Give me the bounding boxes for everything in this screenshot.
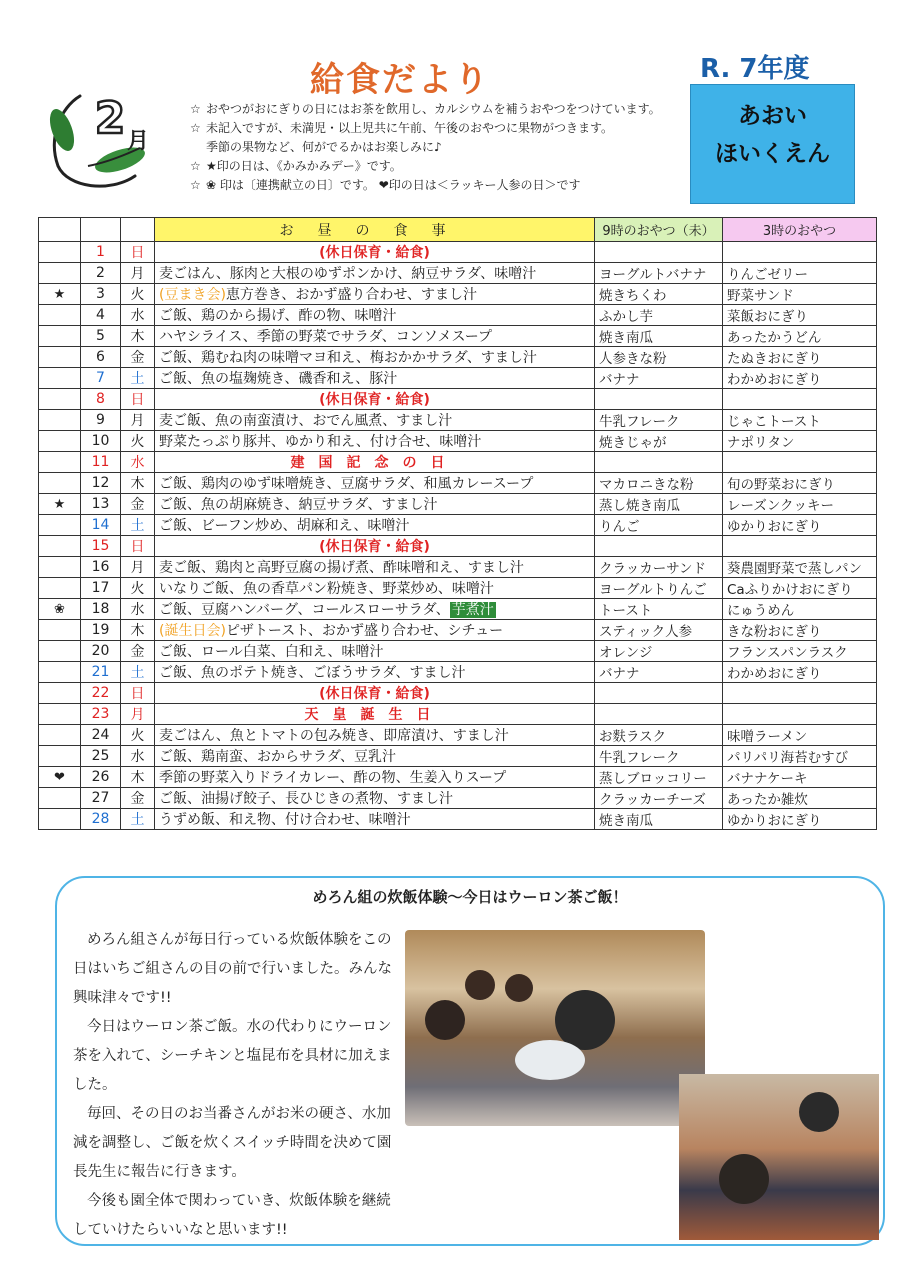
menu-row <box>39 725 877 746</box>
menu-row <box>39 557 877 578</box>
pm-snack-cell: フランスパンラスク <box>723 641 877 662</box>
pm-snack-cell: あったかうどん <box>723 326 877 347</box>
date-cell: 11 <box>81 452 121 473</box>
fiscal-year: R. 7年度 <box>700 54 810 84</box>
weekday-cell: 金 <box>121 494 155 515</box>
weekday-cell: 金 <box>121 788 155 809</box>
star-bullet-icon: ☆ <box>190 102 201 116</box>
star-bullet-icon: ☆ <box>190 121 201 135</box>
weekday-cell: 水 <box>121 746 155 767</box>
rice-cooking-photo <box>405 930 705 1126</box>
lunch-cell <box>155 578 595 599</box>
weekday-cell: 土 <box>121 662 155 683</box>
am-snack-cell: 焼き南瓜 <box>595 326 723 347</box>
date-cell: 7 <box>81 368 121 389</box>
am-snack-cell: 人参きな粉 <box>595 347 723 368</box>
menu-row <box>39 389 877 410</box>
am-snack-header: 9時のおやつ（未） <box>595 218 723 242</box>
star-bullet-icon: ☆ <box>190 178 201 192</box>
pm-snack-cell: にゅうめん <box>723 599 877 620</box>
note-text: ❀ 印は〔連携献立の日〕です。 ❤印の日は＜ラッキー人参の日＞です <box>206 178 581 192</box>
menu-row <box>39 788 877 809</box>
am-snack-cell: 蒸し焼き南瓜 <box>595 494 723 515</box>
am-snack-cell: スティック人参 <box>595 620 723 641</box>
pm-snack-cell: Caふりかけおにぎり <box>723 578 877 599</box>
school-name-box <box>690 84 855 204</box>
day-mark-icon <box>39 578 81 599</box>
am-snack-cell: りんご <box>595 515 723 536</box>
am-snack-cell <box>595 242 723 263</box>
lunch-text: ご飯、ビーフン炒め、胡麻和え、味噌汁 <box>159 518 410 534</box>
article-box <box>55 876 885 1246</box>
pm-snack-cell: ゆかりおにぎり <box>723 515 877 536</box>
date-cell: 2 <box>81 263 121 284</box>
pm-snack-cell: わかめおにぎり <box>723 662 877 683</box>
note-line <box>190 100 690 119</box>
date-cell: 4 <box>81 305 121 326</box>
weekday-cell: 月 <box>121 557 155 578</box>
article-paragraph: 今後も園全体で関わっていき、炊飯体験を継続していけたらいいなと思います!! <box>73 1193 391 1238</box>
day-mark-icon <box>39 368 81 389</box>
date-cell: 15 <box>81 536 121 557</box>
lunch-text: 恵方巻き、おかず盛り合わせ、すまし汁 <box>225 287 477 303</box>
day-mark-icon <box>39 662 81 683</box>
date-cell: 25 <box>81 746 121 767</box>
am-snack-cell: クラッカーサンド <box>595 557 723 578</box>
am-snack-cell: バナナ <box>595 368 723 389</box>
weekday-cell: 日 <box>121 242 155 263</box>
month-suffix: 月 <box>126 129 150 154</box>
article-paragraph: めろん組さんが毎日行っている炊飯体験をこの日はいちご組さんの目の前で行いました。みんな興味津々です!! <box>73 932 392 1006</box>
am-snack-cell: ヨーグルトバナナ <box>595 263 723 284</box>
am-snack-cell <box>595 704 723 725</box>
menu-row <box>39 515 877 536</box>
lunch-text: いなりご飯、魚の香草パン粉焼き、野菜炒め、味噌汁 <box>159 581 494 597</box>
note-text: ★印の日は、《かみかみデー》です。 <box>206 159 402 173</box>
highlighted-dish: 芋煮汁 <box>451 602 494 618</box>
date-cell: 10 <box>81 431 121 452</box>
lunch-cell <box>155 725 595 746</box>
pm-snack-cell <box>723 389 877 410</box>
menu-row <box>39 578 877 599</box>
am-snack-cell: クラッカーチーズ <box>595 788 723 809</box>
date-cell: 8 <box>81 389 121 410</box>
menu-row <box>39 746 877 767</box>
lunch-text: 麦ご飯、鶏肉と高野豆腐の揚げ煮、酢味噌和え、すまし汁 <box>159 560 524 576</box>
menu-row <box>39 704 877 725</box>
lunch-cell <box>155 767 595 788</box>
day-mark-icon <box>39 326 81 347</box>
weekday-cell: 木 <box>121 326 155 347</box>
day-mark-icon <box>39 473 81 494</box>
notes <box>190 100 690 195</box>
am-snack-cell <box>595 452 723 473</box>
note-text: 季節の果物など、何がでるかはお楽しみに♪ <box>206 140 442 154</box>
lunch-cell <box>155 494 595 515</box>
pm-snack-cell: 野菜サンド <box>723 284 877 305</box>
lunch-cell <box>155 368 595 389</box>
lunch-cell <box>155 557 595 578</box>
menu-row <box>39 347 877 368</box>
day-mark-icon <box>39 263 81 284</box>
lunch-text: ご飯、鶏南蛮、おからサラダ、豆乳汁 <box>159 749 397 765</box>
school-name-line1: あおい <box>738 103 807 129</box>
pm-snack-cell: たぬきおにぎり <box>723 347 877 368</box>
lunch-text: ハヤシライス、季節の野菜でサラダ、コンソメスープ <box>159 329 493 345</box>
weekday-cell: 金 <box>121 347 155 368</box>
day-mark-icon <box>39 431 81 452</box>
lunch-cell <box>155 662 595 683</box>
weekday-cell: 土 <box>121 809 155 830</box>
pm-snack-cell: レーズンクッキー <box>723 494 877 515</box>
pm-snack-cell: ゆかりおにぎり <box>723 809 877 830</box>
lunch-text: ご飯、魚のポテト焼き、ごぼうサラダ、すまし汁 <box>159 665 466 681</box>
lunch-text: 野菜たっぷり豚丼、ゆかり和え、付け合せ、味噌汁 <box>159 434 482 450</box>
lunch-cell <box>155 410 595 431</box>
article-paragraph: 毎回、その日のお当番さんがお米の硬さ、水加減を調整し、ご飯を炊くスイッチ時間を決めて園長先生に報告に行きます。 <box>73 1106 392 1180</box>
lunch-cell <box>155 746 595 767</box>
lunch-text: 季節の野菜入りドライカレー、酢の物、生姜入りスープ <box>159 770 507 786</box>
holiday-cell: 天皇誕生日 <box>155 704 595 725</box>
date-cell: 6 <box>81 347 121 368</box>
pm-snack-cell: 旬の野菜おにぎり <box>723 473 877 494</box>
menu-row <box>39 599 877 620</box>
am-snack-cell: ヨーグルトりんご <box>595 578 723 599</box>
lunch-text: ご飯、油揚げ餃子、長ひじきの煮物、すまし汁 <box>159 791 453 807</box>
am-snack-cell <box>595 389 723 410</box>
weekday-cell: 月 <box>121 410 155 431</box>
day-mark-icon <box>39 305 81 326</box>
weekday-cell: 火 <box>121 431 155 452</box>
date-cell: 17 <box>81 578 121 599</box>
date-cell: 16 <box>81 557 121 578</box>
holiday-cell: 建国記念の日 <box>155 452 595 473</box>
weekday-cell: 月 <box>121 263 155 284</box>
pm-snack-cell: りんごゼリー <box>723 263 877 284</box>
article-title: めろん組の炊飯体験～今日はウーロン茶ご飯！ <box>312 888 628 906</box>
lunch-text: ご飯、魚の塩麹焼き、磯香和え、豚汁 <box>159 371 398 387</box>
menu-row <box>39 536 877 557</box>
day-mark-icon: ★ <box>39 284 81 305</box>
weekday-cell: 火 <box>121 578 155 599</box>
lunch-cell <box>155 326 595 347</box>
pm-snack-header: 3時のおやつ <box>723 218 877 242</box>
date-cell: 27 <box>81 788 121 809</box>
menu-row <box>39 305 877 326</box>
lunch-text: ご飯、鶏肉のゆず味噌焼き、豆腐サラダ、和風カレースープ <box>159 476 534 492</box>
note-line <box>190 176 690 195</box>
lunch-cell <box>155 347 595 368</box>
day-mark-icon <box>39 683 81 704</box>
lunch-cell <box>155 620 595 641</box>
note-text: 未記入ですが、未満児・以上児共に午前、午後のおやつに果物がつきます。 <box>206 121 614 135</box>
weekday-cell: 火 <box>121 725 155 746</box>
am-snack-cell: 焼き南瓜 <box>595 809 723 830</box>
date-cell: 26 <box>81 767 121 788</box>
weekday-cell: 木 <box>121 473 155 494</box>
day-mark-icon: ★ <box>39 494 81 515</box>
month-number: 2 <box>94 93 126 144</box>
day-mark-icon <box>39 725 81 746</box>
lunch-text: ご飯、魚の胡麻焼き、納豆サラダ、すまし汁 <box>159 497 438 513</box>
lunch-text: ご飯、ロール白菜、白和え、味噌汁 <box>159 644 384 660</box>
leaf-icon <box>45 106 79 154</box>
date-cell: 21 <box>81 662 121 683</box>
am-snack-cell: 蒸しブロッコリー <box>595 767 723 788</box>
school-name-line2: ほいくえん <box>715 141 830 167</box>
weekday-cell: 火 <box>121 284 155 305</box>
am-snack-cell: 焼きちくわ <box>595 284 723 305</box>
lunch-cell <box>155 431 595 452</box>
am-snack-cell: 牛乳フレーク <box>595 410 723 431</box>
day-mark-icon <box>39 809 81 830</box>
lunch-cell <box>155 599 595 620</box>
holiday-cell: (休日保育・給食) <box>155 683 595 704</box>
menu-row <box>39 452 877 473</box>
weekday-cell: 木 <box>121 767 155 788</box>
date-cell: 19 <box>81 620 121 641</box>
lunch-cell <box>155 515 595 536</box>
weekday-cell: 日 <box>121 683 155 704</box>
am-snack-cell: 焼きじゃが <box>595 431 723 452</box>
lunch-text: ご飯、鶏むね肉の味噌マヨ和え、梅おかかサラダ、すまし汁 <box>159 350 537 366</box>
weekday-cell: 金 <box>121 641 155 662</box>
day-mark-icon <box>39 746 81 767</box>
day-mark-icon: ❀ <box>39 599 81 620</box>
date-header <box>81 218 121 242</box>
day-mark-icon <box>39 620 81 641</box>
menu-row <box>39 767 877 788</box>
article-paragraph: 今日はウーロン茶ご飯。水の代わりにウーロン茶を入れて、シーチキンと塩昆布を具材に加えました。 <box>73 1019 392 1093</box>
menu-row <box>39 263 877 284</box>
day-mark-icon: ❤ <box>39 767 81 788</box>
am-snack-cell <box>595 536 723 557</box>
date-cell: 20 <box>81 641 121 662</box>
lunch-cell <box>155 473 595 494</box>
lunch-text: ピザトースト、おかず盛り合わせ、シチュー <box>225 623 504 639</box>
date-cell: 5 <box>81 326 121 347</box>
day-mark-icon <box>39 557 81 578</box>
pm-snack-cell: 菜飯おにぎり <box>723 305 877 326</box>
lunch-cell <box>155 788 595 809</box>
holiday-cell: (休日保育・給食) <box>155 389 595 410</box>
weekday-cell: 木 <box>121 620 155 641</box>
weekday-cell: 月 <box>121 704 155 725</box>
weekday-cell: 日 <box>121 536 155 557</box>
am-snack-cell: バナナ <box>595 662 723 683</box>
date-cell: 13 <box>81 494 121 515</box>
lunch-cell <box>155 305 595 326</box>
date-cell: 3 <box>81 284 121 305</box>
menu-row <box>39 431 877 452</box>
menu-row <box>39 662 877 683</box>
menu-row <box>39 284 877 305</box>
day-mark-icon <box>39 515 81 536</box>
menu-row <box>39 809 877 830</box>
note-line <box>190 138 690 157</box>
day-mark-icon <box>39 788 81 809</box>
pm-snack-cell <box>723 536 877 557</box>
menu-row <box>39 326 877 347</box>
note-text: おやつがおにぎりの日にはお茶を飲用し、カルシウムを補うおやつをつけています。 <box>206 102 661 116</box>
day-header <box>121 218 155 242</box>
day-mark-icon <box>39 389 81 410</box>
menu-row <box>39 494 877 515</box>
menu-row <box>39 620 877 641</box>
lunch-cell <box>155 263 595 284</box>
menu-row <box>39 473 877 494</box>
pm-snack-cell: じゃこトースト <box>723 410 877 431</box>
pm-snack-cell: パリパリ海苔むすび <box>723 746 877 767</box>
date-cell: 14 <box>81 515 121 536</box>
holiday-cell: (休日保育・給食) <box>155 536 595 557</box>
pm-snack-cell <box>723 452 877 473</box>
date-cell: 28 <box>81 809 121 830</box>
event-tag: (豆まき会) <box>159 287 226 303</box>
day-mark-icon <box>39 536 81 557</box>
month-badge <box>40 78 158 196</box>
holiday-cell: (休日保育・給食) <box>155 242 595 263</box>
day-mark-icon <box>39 641 81 662</box>
pm-snack-cell: ナポリタン <box>723 431 877 452</box>
mark-header <box>39 218 81 242</box>
am-snack-cell: お麩ラスク <box>595 725 723 746</box>
am-snack-cell <box>595 683 723 704</box>
lunch-header: お昼の食事 <box>155 218 595 242</box>
menu-row <box>39 410 877 431</box>
weekday-cell: 水 <box>121 305 155 326</box>
menu-row <box>39 368 877 389</box>
date-cell: 1 <box>81 242 121 263</box>
lunch-text: 麦ご飯、魚の南蛮漬け、おでん風煮、すまし汁 <box>159 413 453 429</box>
pm-snack-cell: わかめおにぎり <box>723 368 877 389</box>
lunch-cell <box>155 809 595 830</box>
menu-row <box>39 683 877 704</box>
pm-snack-cell: きな粉おにぎり <box>723 620 877 641</box>
article-body <box>73 926 403 1245</box>
am-snack-cell: トースト <box>595 599 723 620</box>
day-mark-icon <box>39 410 81 431</box>
date-cell: 22 <box>81 683 121 704</box>
lunch-text: うずめ飯、和え物、付け合わせ、味噌汁 <box>159 812 411 828</box>
am-snack-cell: ふかし芋 <box>595 305 723 326</box>
date-cell: 9 <box>81 410 121 431</box>
page-title: 給食だより <box>310 60 490 100</box>
pm-snack-cell: 味噌ラーメン <box>723 725 877 746</box>
day-mark-icon <box>39 704 81 725</box>
note-line <box>190 157 690 176</box>
day-mark-icon <box>39 347 81 368</box>
date-cell: 18 <box>81 599 121 620</box>
day-mark-icon <box>39 242 81 263</box>
pm-snack-cell <box>723 704 877 725</box>
lunch-text: 麦ごはん、豚肉と大根のゆずポンかけ、納豆サラダ、味噌汁 <box>159 266 537 282</box>
pm-snack-cell: バナナケーキ <box>723 767 877 788</box>
date-cell: 24 <box>81 725 121 746</box>
pm-snack-cell: 葵農園野菜で蒸しパン <box>723 557 877 578</box>
lunch-text: 麦ごはん、魚とトマトの包み焼き、即席漬け、すまし汁 <box>159 728 509 744</box>
am-snack-cell: オレンジ <box>595 641 723 662</box>
weekday-cell: 日 <box>121 389 155 410</box>
lunch-cell <box>155 284 595 305</box>
star-bullet-icon: ☆ <box>190 159 201 173</box>
menu-row <box>39 242 877 263</box>
day-mark-icon <box>39 452 81 473</box>
lunch-text: ご飯、豆腐ハンバーグ、コールスローサラダ、 <box>159 602 450 618</box>
menu-table <box>38 217 877 830</box>
pm-snack-cell <box>723 242 877 263</box>
note-line <box>190 119 690 138</box>
am-snack-cell: 牛乳フレーク <box>595 746 723 767</box>
menu-row <box>39 641 877 662</box>
lunch-cell <box>155 641 595 662</box>
pm-snack-cell: あったか雑炊 <box>723 788 877 809</box>
classroom-photo <box>679 1074 879 1240</box>
weekday-cell: 水 <box>121 452 155 473</box>
date-cell: 23 <box>81 704 121 725</box>
pm-snack-cell <box>723 683 877 704</box>
am-snack-cell: マカロニきな粉 <box>595 473 723 494</box>
weekday-cell: 水 <box>121 599 155 620</box>
event-tag: (誕生日会) <box>159 623 226 639</box>
lunch-text: ご飯、鶏のから揚げ、酢の物、味噌汁 <box>159 308 397 324</box>
weekday-cell: 土 <box>121 368 155 389</box>
date-cell: 12 <box>81 473 121 494</box>
weekday-cell: 土 <box>121 515 155 536</box>
